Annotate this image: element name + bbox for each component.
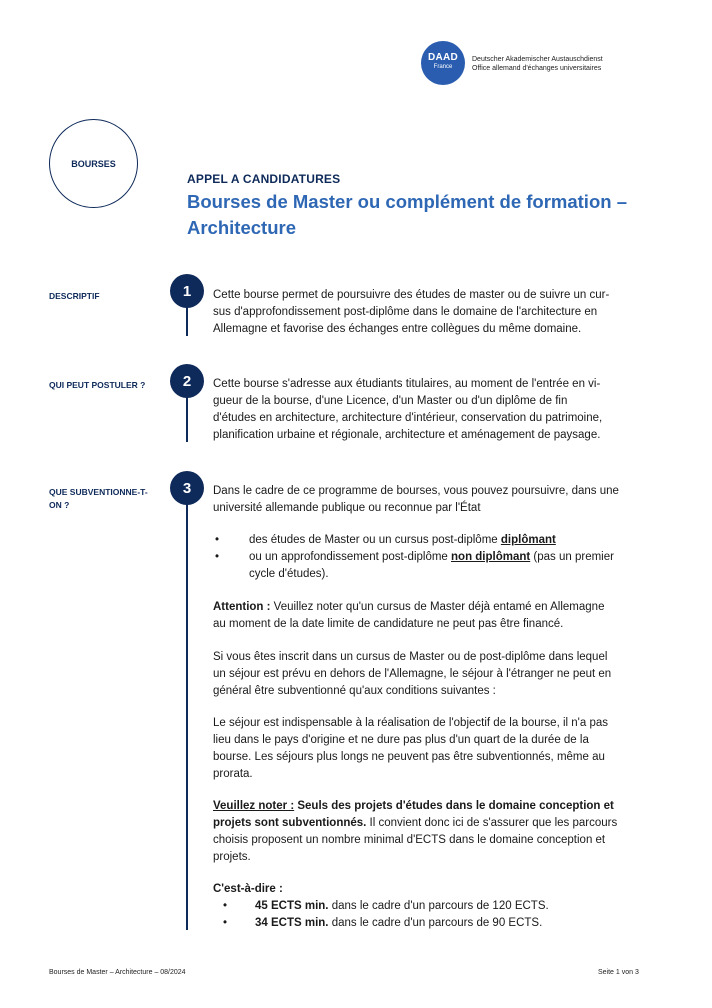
logo-name: DAAD	[427, 52, 459, 63]
emphasis-diplomant: diplômant	[500, 534, 556, 546]
text-line: au moment de la date limite de candidature ne peut pas être financé.	[213, 618, 564, 630]
ects-value: 34 ECTS min.	[255, 917, 329, 929]
bullet-text-cont: cycle d'études).	[249, 568, 329, 580]
list-item	[213, 549, 648, 583]
note-label: Veuillez noter :	[213, 800, 295, 812]
list-item	[213, 532, 648, 549]
attention-paragraph	[213, 599, 648, 633]
ects-value: 45 ECTS min.	[255, 900, 329, 912]
section-1-text	[213, 287, 648, 338]
text-line: Le séjour est indispensable à la réalisation de l'objectif de la bourse, il n'a pas	[213, 717, 608, 729]
text-line: choisis proposent un nombre minimal d'ECTS dans le domaine conception et	[213, 834, 606, 846]
section-3-line	[186, 487, 188, 930]
logo-country: France	[433, 64, 453, 70]
text-line: prorata.	[213, 768, 253, 780]
text-line: Il convient donc ici de s'assurer que les parcours	[366, 817, 618, 829]
title-line-2: Architecture	[187, 217, 296, 238]
text-line: Cette bourse permet de poursuivre des études de master ou de suivre un cur-	[213, 289, 610, 301]
section-number-3: 3	[170, 471, 204, 505]
page-title	[187, 189, 667, 241]
abroad-paragraph	[213, 649, 648, 700]
section-3-intro	[213, 483, 648, 517]
section-3-bullets	[213, 532, 648, 583]
bullet-icon: •	[215, 534, 220, 546]
note-paragraph	[213, 798, 648, 866]
text-line: général être subventionné qu'aux conditions suivantes :	[213, 685, 496, 697]
text-line: Si vous êtes inscrit dans un cursus de Master ou de post-diplôme dans lequel	[213, 651, 608, 663]
section-2-text	[213, 376, 648, 444]
note-bold: projets sont subventionnés.	[213, 817, 367, 829]
title-line-1: Bourses de Master ou complément de formation –	[187, 191, 627, 212]
bullet-text: des études de Master ou un cursus post-diplôme	[249, 534, 501, 546]
text-line: Allemagne et favorise des échanges entre collègues du même domaine.	[213, 323, 582, 335]
text-line: lieu dans le pays d'origine et ne dure pas plus d'un quart de la durée de la	[213, 734, 589, 746]
text-line: gueur de la bourse, d'une Licence, d'un Master ou d'un diplôme de fin	[213, 395, 568, 407]
text-line: Cette bourse s'adresse aux étudiants titulaires, au moment de l'entrée en vi-	[213, 378, 601, 390]
ects-text: dans le cadre d'un parcours de 120 ECTS.	[328, 900, 549, 912]
list-item	[221, 915, 648, 932]
text-line: sus d'approfondissement post-diplôme dans le domaine de l'architecture en	[213, 306, 598, 318]
footer-page-number: Seite 1 von 3	[598, 969, 639, 976]
section-label-descriptif: DESCRIPTIF	[49, 291, 100, 301]
cest-label: C'est-à-dire :	[213, 883, 283, 895]
bullet-icon: •	[223, 900, 228, 912]
attention-label: Attention :	[213, 601, 271, 613]
bourses-badge: BOURSES	[49, 119, 138, 208]
ects-text: dans le cadre d'un parcours de 90 ECTS.	[328, 917, 543, 929]
text-line: projets.	[213, 851, 251, 863]
conditions-paragraph	[213, 715, 648, 783]
note-bold: Seuls des projets d'études dans le domaine conception et	[294, 800, 614, 812]
bullet-icon: •	[223, 917, 228, 929]
logo-line-1: Deutscher Akademischer Austauschdienst	[472, 56, 603, 63]
ects-block	[213, 881, 648, 932]
bullet-icon: •	[215, 551, 220, 563]
text-line: planification urbaine et régionale, architecture et aménagement de paysage.	[213, 429, 601, 441]
list-item	[221, 898, 648, 915]
section-number-1: 1	[170, 274, 204, 308]
text-line: d'études en architecture, architecture d'intérieur, conservation du patrimoine,	[213, 412, 603, 424]
section-label-qui-peut-postuler: QUI PEUT POSTULER ?	[49, 380, 146, 390]
label-line: QUE SUBVENTIONNE-T-	[49, 487, 148, 497]
bullet-text: ou un approfondissement post-diplôme	[249, 551, 452, 563]
section-number-2: 2	[170, 364, 204, 398]
logo-line-2: Office allemand d'échanges universitaires	[472, 65, 602, 72]
text-line: université allemande publique ou reconnue par l'État	[213, 502, 481, 514]
text-line: Veuillez noter qu'un cursus de Master déjà entamé en Allemagne	[270, 601, 605, 613]
text-line: bourse. Les séjours plus longs ne peuvent pas être subventionnés, même au	[213, 751, 605, 763]
text-line: un séjour est prévu en dehors de l'Allemagne, le séjour à l'étranger ne peut en	[213, 668, 612, 680]
section-label-que-subventionne	[49, 486, 169, 512]
page-kicker: APPEL A CANDIDATURES	[187, 172, 341, 186]
emphasis-non-diplomant: non diplômant	[451, 551, 531, 563]
label-line: ON ?	[49, 500, 70, 510]
daad-logo	[421, 41, 465, 85]
bullet-text: (pas un premier	[530, 551, 614, 563]
logo-text	[472, 55, 603, 73]
text-line: Dans le cadre de ce programme de bourses, vous pouvez poursuivre, dans une	[213, 485, 619, 497]
footer-document-title: Bourses de Master – Architecture – 08/2024	[49, 969, 186, 976]
